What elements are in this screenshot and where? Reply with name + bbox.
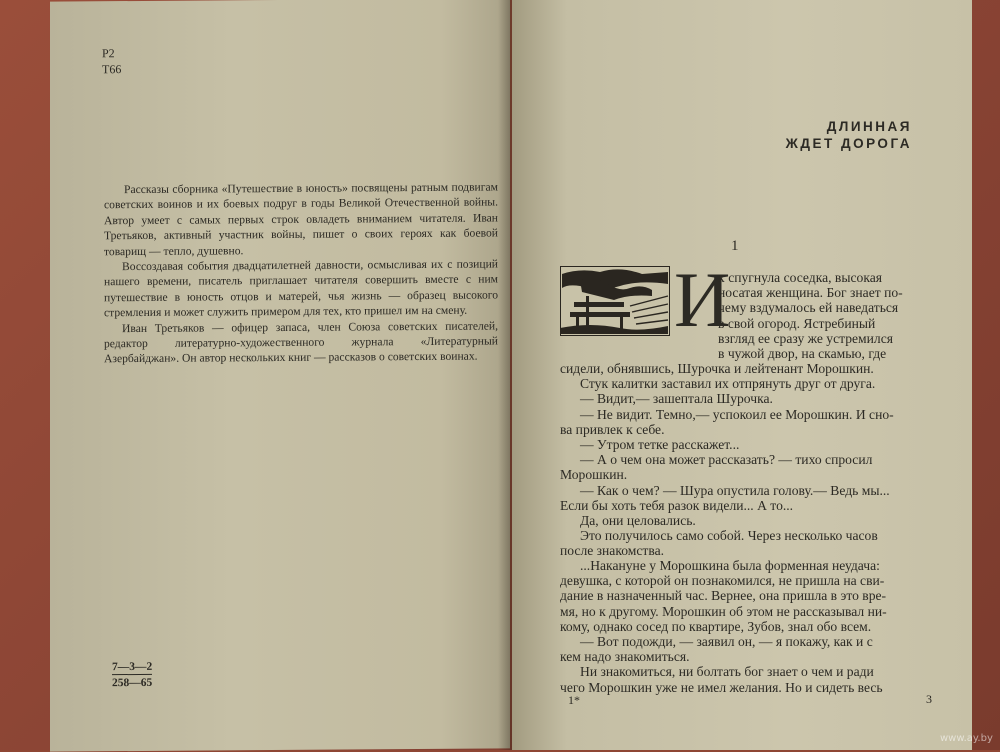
text-line: чему вздумалось ей наведаться: [718, 300, 899, 316]
text-line: сидели, обнявшись, Шурочка и лейтенант Морошкин.: [560, 361, 874, 376]
chapter-number: 1: [731, 238, 739, 254]
story-title-line1: ДЛИННАЯ: [826, 119, 912, 134]
text-line: ...Накануне у Морошкина была форменная неудача:: [580, 558, 880, 573]
classification-code-line2: Т66: [102, 62, 122, 77]
text-line: х спугнула соседка, высокая: [718, 270, 883, 285]
story-text-section-1: [560, 361, 922, 559]
text-line: — Как о чем? — Шура опустила голову.— Ведь мы...: [580, 482, 890, 498]
catalog-index-line2: 258—65: [112, 674, 152, 690]
text-line: взгляд ее сразу же устремился: [718, 330, 893, 346]
text-line: — Видит,— зашептала Шурочка.: [580, 391, 773, 407]
signature-mark: 1*: [568, 693, 580, 707]
left-page: [50, 0, 510, 752]
text-line: — Вот подожди, — заявил он, — я покажу, как и с: [580, 634, 873, 650]
right-page: [512, 0, 972, 750]
drop-cap-paragraph: [718, 270, 922, 361]
text-line: чего Морошкин уже не имел желания. Но и сидеть весь: [560, 679, 883, 695]
story-text-section-2: [560, 558, 922, 695]
text-line: кому, однако сосед по квартире, Зубов, знал обо всем.: [560, 618, 872, 634]
text-line: дание в назначенный час. Вернее, она пришла в это вре-: [560, 588, 887, 604]
story-title: [786, 118, 912, 152]
text-line: в чужой двор, на скамью, где: [718, 346, 887, 362]
blurb-paragraph: Иван Третьяков — офицер запаса, член Союза советских писателей, редактор литературно-художественного журнала «Литературный Азербайджан». Он автор нескольких книг — рассказов о советских воинах.: [104, 319, 498, 366]
text-line: кем надо знакомиться.: [560, 649, 690, 665]
text-line: в свой огород. Ястребиный: [718, 315, 876, 331]
catalog-index: [112, 660, 152, 690]
text-line: ва привлек к себе.: [560, 421, 665, 437]
text-line: Ни знакомиться, ни болтать бог знает о чем и ради: [580, 664, 874, 680]
text-line: после знакомства.: [560, 543, 665, 559]
annotation-blurb: [104, 179, 498, 367]
blurb-paragraph: Воссоздавая события двадцатилетней давности, осмысливая их с позиций нашего времени, писатель приглашает читателя совершить вместе с ним путешествие в юность отцов и матерей, чья жизнь — образец высокого стремления и может служить примером для тех, кто пришел им на смену.: [104, 257, 498, 320]
drop-cap-letter: И: [674, 256, 731, 343]
story-title-line2: ЖДЕТ ДОРОГА: [785, 136, 912, 151]
text-line: Морошкин.: [560, 467, 628, 483]
blurb-paragraph: Рассказы сборника «Путешествие в юность» посвящены ратным подвигам советских воинов и их боевых подруг в годы Великой Отечественной войны. Автор умеет с самых первых строк овладеть вниманием читателя. Иван Третьяков, активный участник войны, пишет о своих героях как боевой товарищ — тепло, душевно.: [104, 180, 498, 258]
bench-tree-illustration: [560, 266, 670, 336]
text-line: — А о чем она может рассказать? — тихо спросил: [580, 452, 873, 468]
text-line: Если бы хоть тебя разок видели... А то...: [560, 497, 794, 513]
text-line: — Утром тетке расскажет...: [580, 437, 740, 453]
catalog-index-line1: 7—3—2: [112, 660, 153, 674]
watermark: www.ay.by: [940, 733, 993, 744]
text-line: Да, они целовались.: [580, 513, 696, 529]
page-number: 3: [926, 692, 932, 706]
text-line: — Не видит. Темно,— успокоил ее Морошкин. И сно-: [580, 406, 894, 422]
text-line: мя, но к другому. Морошкин об этом не рассказывал ни-: [560, 603, 887, 619]
text-line: носатая женщина. Бог знает по-: [718, 285, 903, 301]
text-line: Стук калитки заставил их отпрянуть друг от друга.: [580, 376, 876, 392]
chapter-ornament: [560, 266, 670, 336]
text-line: Это получилось само собой. Через несколько часов: [580, 528, 878, 544]
classification-code-line1: Р2: [102, 46, 115, 61]
text-line: девушка, с которой он познакомился, не пришла на сви-: [560, 573, 885, 589]
classification-code: [102, 45, 121, 77]
